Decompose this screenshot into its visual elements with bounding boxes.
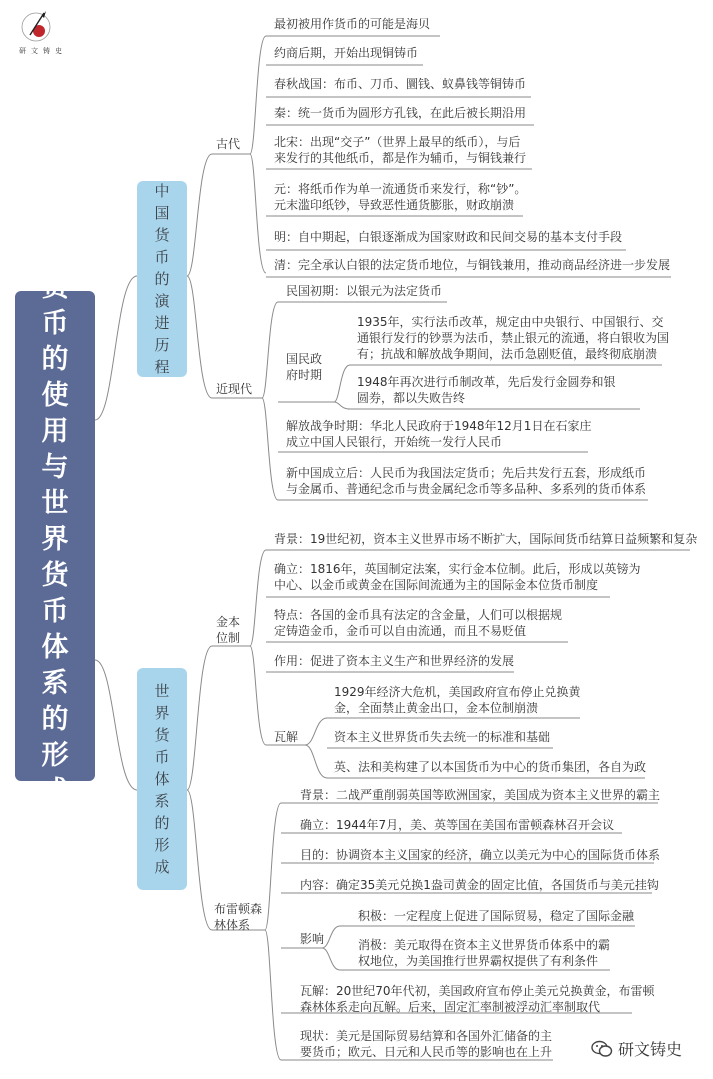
bretton-status-b: 要货币；欧元、日元和人民币等的影响也在上升 xyxy=(300,1045,553,1059)
ancient-item-6a[interactable]: 元：将纸币作为单一流通货币来发行，称“钞”。 xyxy=(274,182,527,196)
liberation-item-b: 成立中国人民银行，开始统一发行人民币 xyxy=(286,435,503,449)
gold-collapse-1b: 金，全面禁止黄金出口，金本位制崩溃 xyxy=(334,701,539,715)
impact-negative-a[interactable]: 消极：美元取得在资本主义世界货币体系中的霸 xyxy=(358,938,611,952)
gold-features-b: 定铸造金币，金币可以自由流通，而且不易贬值 xyxy=(274,624,527,638)
ancient-item-6b: 元末滥印纸钞，导致恶性通货膨胀，财政崩溃 xyxy=(274,198,515,212)
node-bretton-impact[interactable]: 影响 xyxy=(300,932,325,946)
node-kmt-period[interactable]: 国民政 xyxy=(286,352,323,366)
kmt-item-1a[interactable]: 1935年，实行法币改革，规定由中央银行、中国银行、交 xyxy=(357,315,664,329)
ancient-item-5b: 来发行的其他纸币，都是作为辅币，与铜钱兼行 xyxy=(274,151,527,165)
branch-china-currency[interactable] xyxy=(137,181,187,377)
gold-establish-b: 中心、以金币或黄金在国际间流通为主的国际金本位货币制度 xyxy=(274,578,599,592)
ancient-item-3[interactable]: 春秋战国：布币、刀币、圜钱、蚁鼻钱等铜铸币 xyxy=(274,77,527,91)
modern-early-republic[interactable]: 民国初期：以银元为法定货币 xyxy=(286,284,443,298)
node-ancient[interactable]: 古代 xyxy=(216,137,241,151)
wechat-watermark xyxy=(591,1037,682,1060)
kmt-item-2b: 圆券，都以失败告终 xyxy=(357,391,466,405)
bretton-content[interactable]: 内容：确定35美元兑换1盎司黄金的固定比值，各国货币与美元挂钩 xyxy=(300,878,659,892)
bretton-background[interactable]: 背景：二战严重削弱英国等欧洲国家，美国成为资本主义世界的霸主 xyxy=(300,788,661,802)
watermark-text: 研文铸史 xyxy=(618,1040,683,1059)
ancient-item-1[interactable]: 最初被用作货币的可能是海贝 xyxy=(274,17,431,31)
bretton-collapse-a[interactable]: 瓦解：20世纪70年代初，美国政府宣布停止美元兑换黄金，布雷顿 xyxy=(300,984,655,998)
bretton-collapse-b: 森林体系走向瓦解。后来，固定汇率制被浮动汇率制取代 xyxy=(300,1000,601,1014)
node-bretton-woods[interactable]: 布雷顿森 xyxy=(214,902,263,916)
node-kmt-period-line2: 府时期 xyxy=(286,368,323,382)
bretton-status-a[interactable]: 现状：美元是国际贸易结算和各国外汇储备的主 xyxy=(300,1029,553,1043)
liberation-item-a[interactable]: 解放战争时期：华北人民政府于1948年12月1日在石家庄 xyxy=(286,419,592,433)
node-gold-standard-line2: 位制 xyxy=(216,631,241,645)
gold-background[interactable]: 背景：19世纪初，资本主义世界市场不断扩大，国际间货币结算日益频繁和复杂 xyxy=(274,532,698,546)
gold-features-a[interactable]: 特点：各国的金币具有法定的含金量，人们可以根据规 xyxy=(274,608,563,622)
branch-world-title: 世界货币体系的形成 xyxy=(154,682,170,876)
ancient-item-5a[interactable]: 北宋：出现“交子”（世界上最早的纸币），与后 xyxy=(274,135,521,149)
ancient-item-4[interactable]: 秦：统一货币为圆形方孔钱，在此后被长期沿用 xyxy=(274,106,527,120)
logo-text: 研文铸史 xyxy=(19,47,67,55)
impact-negative-b: 权地位，为美国推行世界霸权提供了有利条件 xyxy=(358,954,599,968)
gold-establish-a[interactable]: 确立：1816年，英国制定法案，实行金本位制。此后，形成以英镑为 xyxy=(274,562,641,576)
ancient-item-8[interactable]: 清：完全承认白银的法定货币地位，与铜钱兼用，推动商品经济进一步发展 xyxy=(274,258,671,272)
prc-item-a[interactable]: 新中国成立后：人民币为我国法定货币；先后共发行五套，形成纸币 xyxy=(286,466,647,480)
node-gold-collapse[interactable]: 瓦解 xyxy=(274,730,299,744)
node-gold-standard[interactable]: 金本 xyxy=(216,615,241,629)
kmt-item-1b: 通银行发行的钞票为法币，禁止银元的流通，将白银收为国 xyxy=(357,331,670,345)
gold-effect[interactable]: 作用：促进了资本主义生产和世界经济的发展 xyxy=(274,654,515,668)
root-topic[interactable] xyxy=(15,272,95,807)
root-title: 货币的使用与世界货币体系的形成 xyxy=(41,272,69,807)
ancient-item-7[interactable]: 明：自中期起，白银逐渐成为国家财政和民间交易的基本支付手段 xyxy=(274,230,623,244)
gold-collapse-1a[interactable]: 1929年经济大危机，美国政府宣布停止兑换黄 xyxy=(334,685,581,699)
bretton-purpose[interactable]: 目的：协调资本主义国家的经济，确立以美元为中心的国际货币体系 xyxy=(300,848,661,862)
prc-item-b: 与金属币、普通纪念币与贵金属纪念币等多品种、多系列的货币体系 xyxy=(286,482,647,496)
node-modern[interactable]: 近现代 xyxy=(216,382,253,396)
branch-china-title: 中国货币的演进历程 xyxy=(154,182,170,376)
gold-collapse-3[interactable]: 英、法和美构建了以本国货币为中心的货币集团，各自为政 xyxy=(334,760,647,774)
kmt-item-2a[interactable]: 1948年再次进行币制改革，先后发行金圆券和银 xyxy=(357,375,616,389)
gold-collapse-2[interactable]: 资本主义世界货币失去统一的标准和基础 xyxy=(334,730,551,744)
node-bretton-woods-line2: 林体系 xyxy=(214,918,251,932)
ancient-item-2[interactable]: 约商后期，开始出现铜铸币 xyxy=(274,46,419,60)
branch-world-currency[interactable] xyxy=(137,668,187,890)
impact-positive[interactable]: 积极：一定程度上促进了国际贸易，稳定了国际金融 xyxy=(358,909,635,923)
bretton-establish[interactable]: 确立：1944年7月，美、英等国在美国布雷顿森林召开会议 xyxy=(300,818,615,832)
kmt-item-1c: 有；抗战和解放战争期间，法币急剧贬值，最终彻底崩溃 xyxy=(357,347,658,361)
wechat-icon xyxy=(591,1040,613,1058)
